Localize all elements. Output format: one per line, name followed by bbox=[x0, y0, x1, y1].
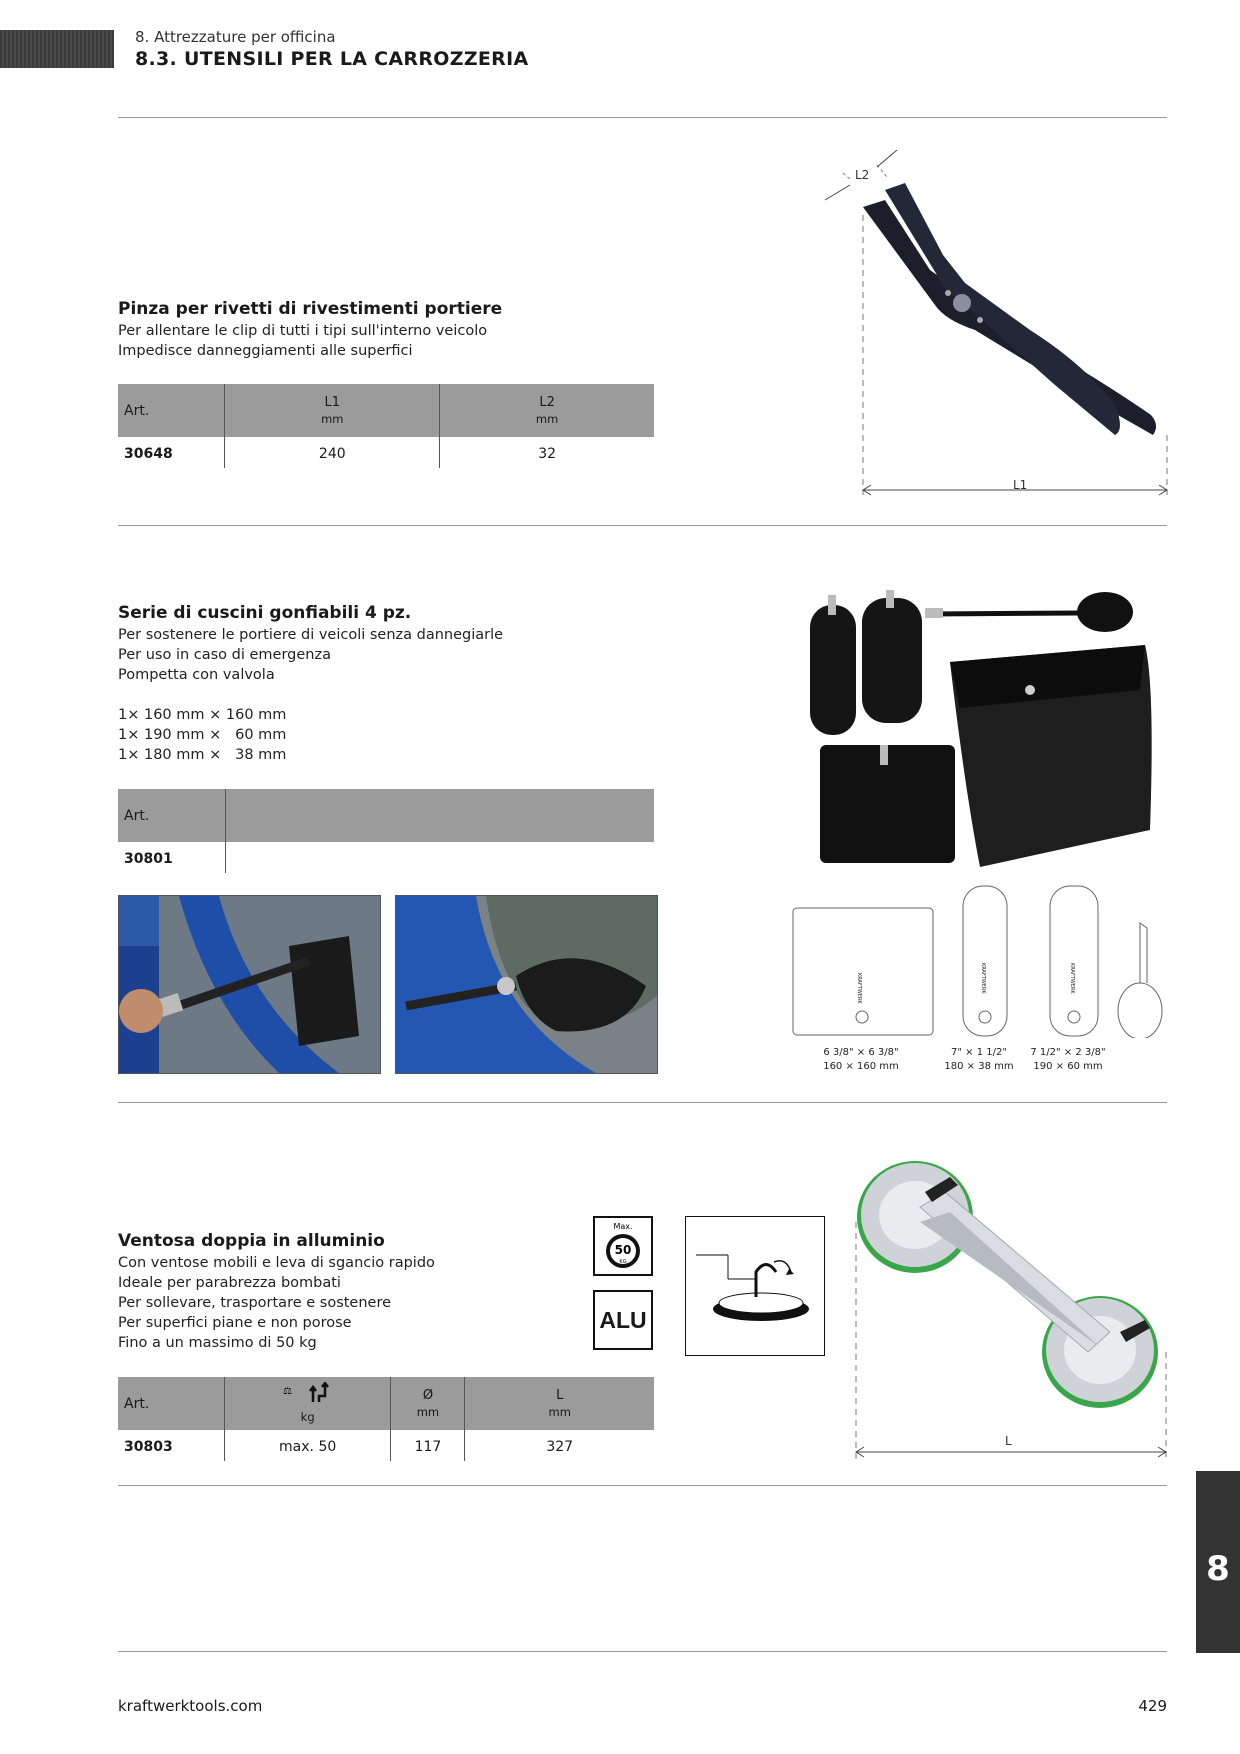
cushion-set-image bbox=[800, 590, 1170, 870]
product-description: Con ventose mobili e leva di sgancio rapido Ideale per parabrezza bombati Per sollevare, trasportare e sostenere Per superfici piane e non porose Fino a un massimo di 50 kg bbox=[118, 1255, 435, 1351]
col-header-art: Art. bbox=[118, 1377, 224, 1430]
col-header-length: L mm bbox=[465, 1377, 654, 1430]
svg-text:⚖: ⚖ bbox=[282, 1386, 292, 1397]
spec-table bbox=[118, 1377, 654, 1461]
max-load-badge bbox=[593, 1216, 653, 1276]
max-value: 50 bbox=[614, 1243, 632, 1257]
section-title: 8.3. UTENSILI PER LA CARROZZERIA bbox=[135, 48, 529, 70]
col-header-art: Art. bbox=[118, 384, 225, 437]
usage-photo bbox=[395, 895, 658, 1074]
dimension-label-l1: L1 bbox=[1013, 478, 1028, 492]
footer-url[interactable]: kraftwerktools.com bbox=[118, 1697, 263, 1715]
spec-table bbox=[118, 789, 654, 873]
max-label: Max. bbox=[613, 1222, 633, 1231]
cushion-dimension-drawings bbox=[785, 883, 1170, 1038]
divider bbox=[118, 1102, 1167, 1103]
col-header-art: Art. bbox=[118, 789, 225, 842]
col-header-load: ⚖ kg bbox=[224, 1377, 391, 1430]
table-row bbox=[118, 842, 654, 873]
material-badge bbox=[593, 1290, 653, 1350]
dimension-label: 7 1/2" × 2 3/8" 190 × 60 mm bbox=[1030, 1047, 1106, 1072]
divider bbox=[118, 117, 1167, 118]
brand-mark: KRAFTWERK bbox=[980, 963, 986, 994]
divider bbox=[118, 1651, 1167, 1652]
product-title: Pinza per rivetti di rivestimenti portiere bbox=[118, 299, 503, 319]
col-header-l2: L2 mm bbox=[440, 384, 654, 437]
article-number: 30648 bbox=[124, 446, 173, 462]
material-label: ALU bbox=[599, 1306, 647, 1333]
spec-table bbox=[118, 384, 654, 468]
cell-l2: 32 bbox=[440, 437, 654, 468]
usage-photo bbox=[118, 895, 381, 1074]
brand-mark: KRAFTWERK bbox=[1069, 963, 1075, 994]
product-description: Per sostenere le portiere di veicoli senza dannegiarle Per uso in caso di emergenza Pompetta con valvola 1× 160 mm × 160 mm 1× 190 mm × 60 mm 1× 180 mm × 38 mm bbox=[118, 627, 504, 763]
product-title: Ventosa doppia in alluminio bbox=[118, 1231, 385, 1251]
product-description: Per allentare le clip di tutti i tipi sull'interno veicolo Impedisce danneggiamenti alle superfici bbox=[118, 323, 488, 359]
breadcrumb: 8. Attrezzature per officina bbox=[135, 28, 336, 46]
suction-cup-drawing bbox=[850, 1152, 1172, 1467]
dimension-label: 7" × 1 1/2" 180 × 38 mm bbox=[944, 1047, 1014, 1072]
dimension-label-l: L bbox=[1005, 1434, 1012, 1448]
cell-diameter: 117 bbox=[391, 1430, 465, 1461]
cell-length: 327 bbox=[465, 1430, 654, 1461]
max-unit: KG bbox=[619, 1259, 627, 1265]
dimension-label-l2: L2 bbox=[855, 168, 870, 182]
header-bar bbox=[0, 30, 114, 68]
dimension-label: 6 3/8" × 6 3/8" 160 × 160 mm bbox=[823, 1047, 899, 1072]
table-row bbox=[118, 437, 654, 468]
product-title: Serie di cuscini gonfiabili 4 pz. bbox=[118, 603, 412, 623]
col-header-l1: L1 mm bbox=[225, 384, 440, 437]
article-number: 30803 bbox=[124, 1439, 173, 1455]
divider bbox=[118, 1485, 1167, 1486]
brand-mark: KRAFTWERK bbox=[856, 973, 862, 1004]
table-row bbox=[118, 1430, 654, 1461]
col-header-diameter: Ø mm bbox=[391, 1377, 465, 1430]
divider bbox=[118, 525, 1167, 526]
load-capacity-icon bbox=[283, 1382, 333, 1404]
chapter-tab[interactable]: 8 bbox=[1196, 1471, 1240, 1653]
pliers-drawing bbox=[815, 145, 1175, 505]
usage-diagram bbox=[685, 1216, 825, 1356]
cell-load: max. 50 bbox=[224, 1430, 391, 1461]
article-number: 30801 bbox=[124, 851, 173, 867]
cell-l1: 240 bbox=[225, 437, 440, 468]
page-number: 429 bbox=[1138, 1697, 1167, 1715]
